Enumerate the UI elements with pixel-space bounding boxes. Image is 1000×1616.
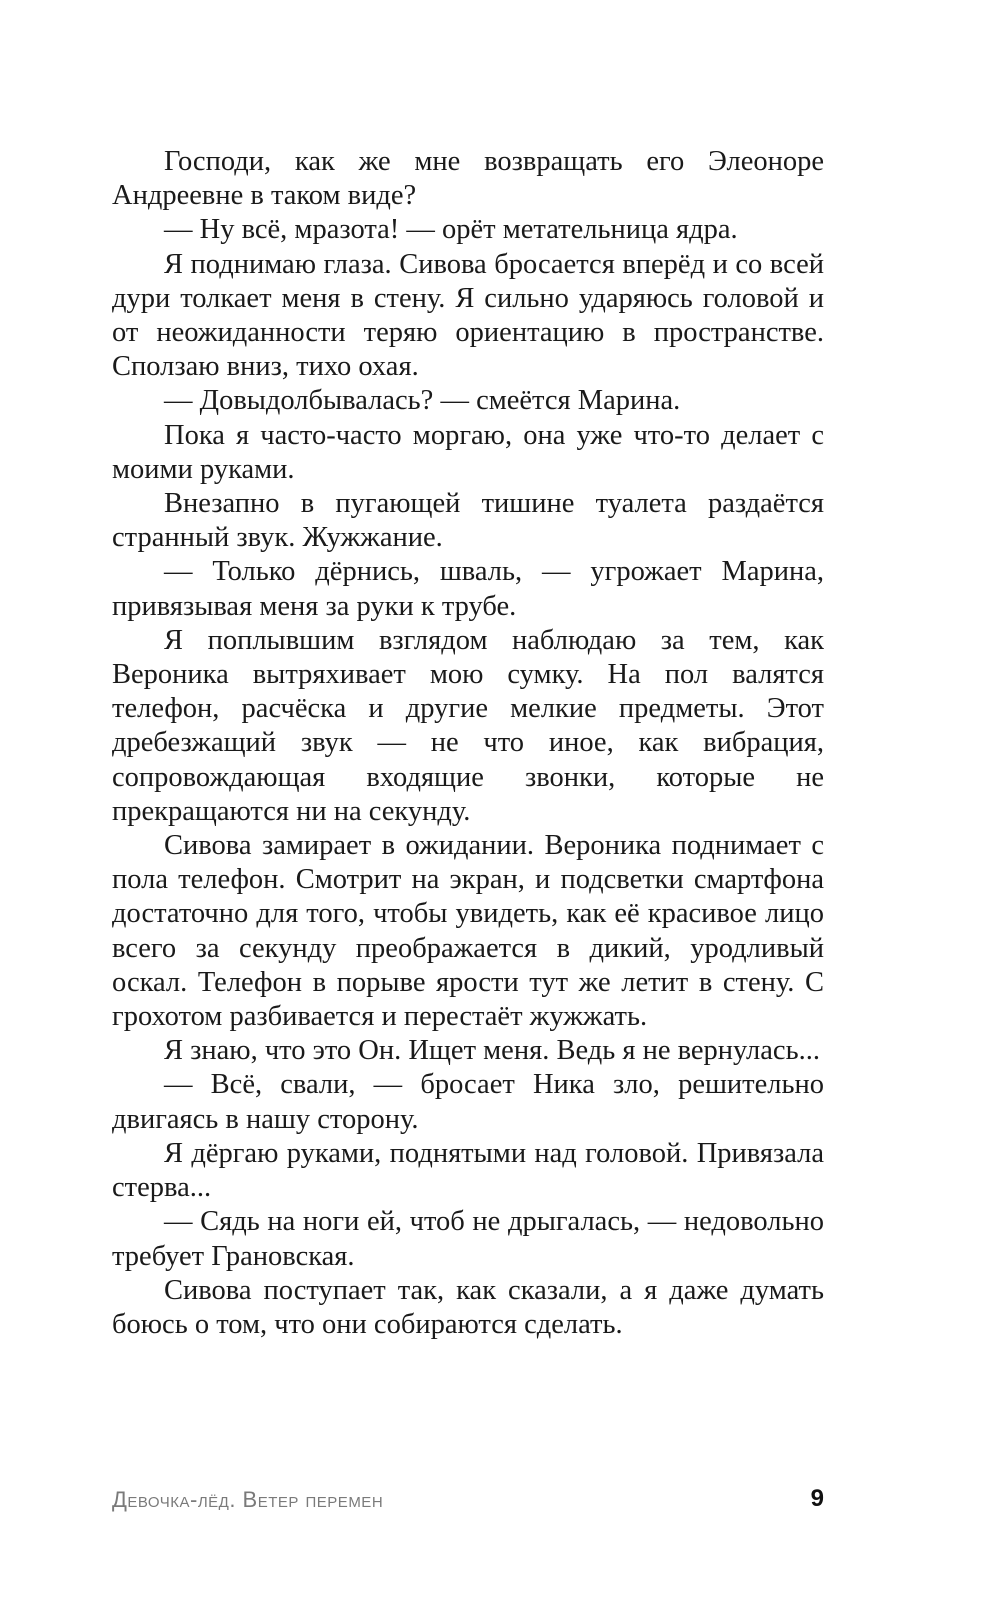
paragraph: Сивова замирает в ожидании. Вероника поднимает с пола телефон. Смотрит на экран, и подсветки смартфона достаточно для того, чтобы увидеть, как её красивое лицо всего за секунду преображается в дикий, уродливый оскал. Телефон в порыве ярости тут же летит в стену. С грохотом разбивается и перестаёт жужжать. (112, 830, 824, 1033)
paragraph: — Ну всё, мразота! — орёт метательница ядра. (164, 214, 738, 246)
paragraph: — Только дёрнись, шваль, — угрожает Марина, привязывая меня за руки к трубе. (112, 556, 824, 622)
running-title: Девочка-лёд. Ветер перемен (112, 1487, 384, 1512)
paragraph: Я дёргаю руками, поднятыми над головой. Привязала стерва... (112, 1137, 824, 1204)
paragraph: Внезапно в пугающей тишине туалета раздаётся странный звук. Жужжание. (112, 488, 824, 554)
page-body-text (112, 145, 824, 1342)
paragraph: Сивова поступает так, как сказали, а я даже думать боюсь о том, что они собираются сделать. (112, 1274, 824, 1340)
paragraph: — Довыдолбывалась? — смеётся Марина. (164, 385, 681, 417)
paragraph: Пока я часто-часто моргаю, она уже что-то делает с моими руками. (112, 419, 824, 485)
paragraph: Господи, как же мне возвращать его Элеоноре Андреевне в таком виде? (112, 146, 824, 212)
paragraph: Я знаю, что это Он. Ищет меня. Ведь я не вернулась... (164, 1035, 820, 1067)
paragraph: Я поплывшим взглядом наблюдаю за тем, как Вероника вытряхивает мою сумку. На пол валятся телефон, расчёска и другие мелкие предметы. Этот дребезжащий звук — не что иное, как вибрация, сопровождающая входящие звонки, которые не прекращаются ни на секунду. (112, 624, 824, 827)
paragraph: — Сядь на ноги ей, чтоб не дрыгалась, — недовольно требует Грановская. (112, 1206, 824, 1272)
page-number: 9 (810, 1485, 824, 1512)
paragraph: Я поднимаю глаза. Сивова бросается вперёд и со всей дури толкает меня в стену. Я сильно ударяюсь головой и от неожиданности теряю ориентацию в пространстве. Сползаю вниз, тихо охая. (112, 248, 824, 383)
page-footer (112, 1487, 824, 1517)
paragraph: — Всё, свали, — бросает Ника зло, решительно двигаясь в нашу сторону. (112, 1069, 824, 1135)
